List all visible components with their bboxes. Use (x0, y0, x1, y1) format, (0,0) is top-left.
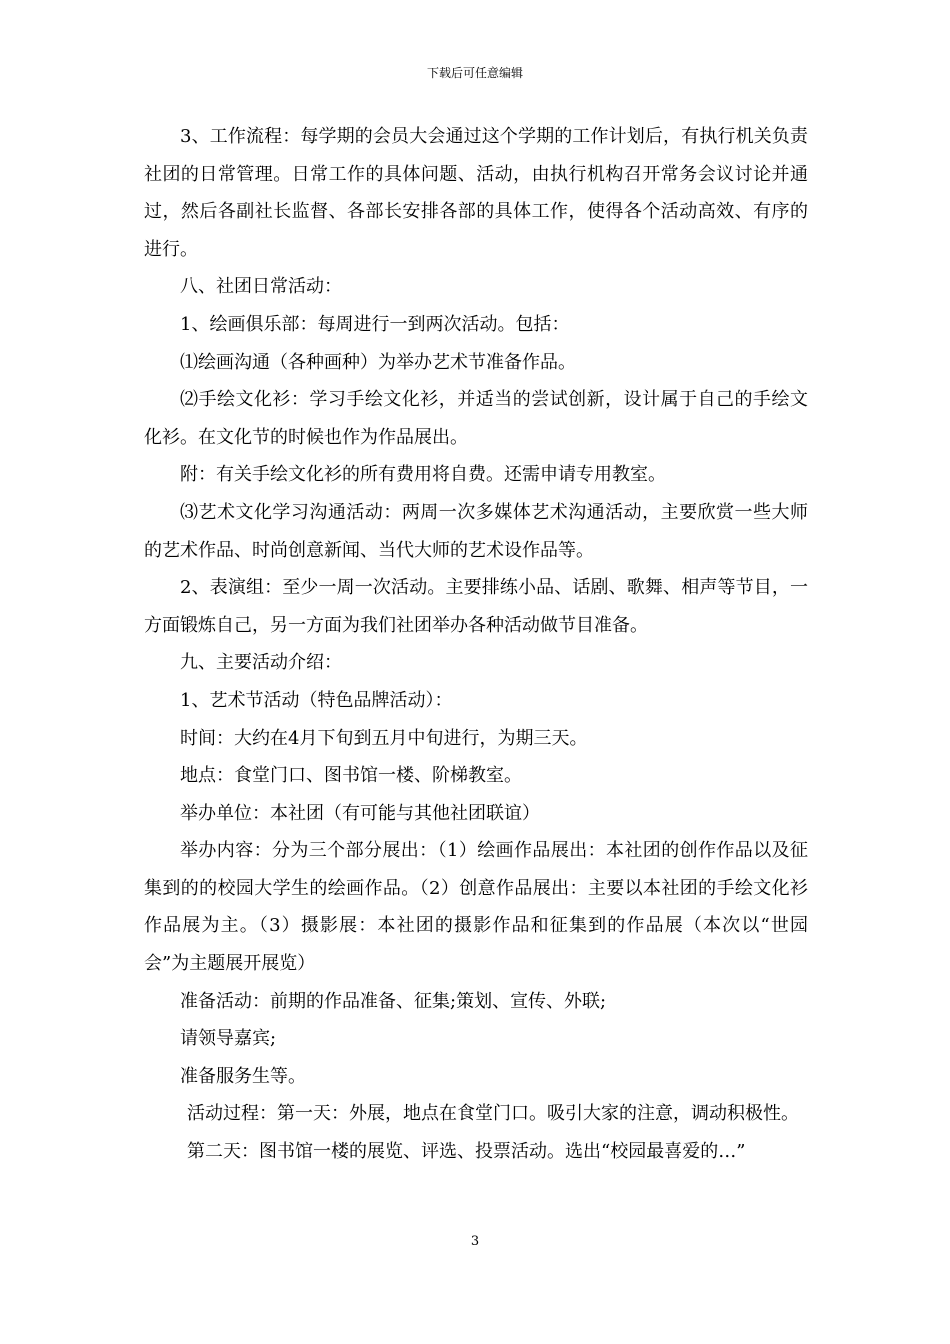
paragraph-painting-exchange: ⑴绘画沟通（各种画种）为举办艺术节准备作品。 (180, 351, 576, 373)
paragraph-note-fees: 附：有关手绘文化衫的所有费用将自费。还需申请专用教室。 (180, 464, 666, 486)
heading-main-activities: 九、主要活动介绍： (180, 652, 342, 674)
paragraph-art-learning: ⑶艺术文化学习沟通活动：两周一次多媒体艺术沟通活动，主要欣赏一些大师的艺术作品、时尚创意新闻、当代大师的艺术设作品等。 (144, 501, 808, 561)
paragraph-preparation: 准备活动：前期的作品准备、征集;策划、宣传、外联; (180, 990, 607, 1012)
paragraph-prepare-staff: 准备服务生等。 (180, 1065, 306, 1087)
paragraph-painting-club: 1、绘画俱乐部：每周进行一到两次活动。包括： (180, 313, 570, 335)
paragraph-hand-painted-shirts: ⑵手绘文化衫：学习手绘文化衫，并适当的尝试创新，设计属于自己的手绘文化衫。在文化节的时候也作为作品展出。 (144, 389, 808, 448)
paragraph-content: 举办内容：分为三个部分展出：（1）绘画作品展出：本社团的创作作品以及征集到的的校园大学生的绘画作品。（2）创意作品展出：主要以本社团的手绘文化衫作品展为主。（3）摄影展：本社团的摄影作品和征集到的作品展（本次以“世园会”为主题展开展览） (144, 840, 808, 975)
paragraph-time: 时间：大约在4月下旬到五月中旬进行，为期三天。 (180, 727, 588, 749)
document-body (144, 118, 808, 1171)
paragraph-invite-guests: 请领导嘉宾; (180, 1028, 277, 1050)
paragraph-process-day2: 第二天：图书馆一楼的展览、评选、投票活动。选出“校园最喜爱的…” (187, 1141, 746, 1163)
paragraph-location: 地点：食堂门口、图书馆一楼、阶梯教室。 (180, 765, 522, 787)
paragraph-performance-group: 2、表演组：至少一周一次活动。主要排练小品、话剧、歌舞、相声等节目，一方面锻炼自己，另一方面为我们社团举办各种活动做节目准备。 (144, 577, 808, 636)
paragraph-organizer: 举办单位：本社团（有可能与其他社团联谊） (180, 802, 540, 824)
paragraph-art-festival: 1、艺术节活动（特色品牌活动）： (180, 689, 453, 711)
paragraph-process-day1: 活动过程：第一天：外展，地点在食堂门口。吸引大家的注意，调动积极性。 (187, 1103, 799, 1125)
heading-daily-activities: 八、社团日常活动： (180, 276, 342, 298)
paragraph-workflow: 3、工作流程：每学期的会员大会通过这个学期的工作计划后，有执行机关负责社团的日常管理。日常工作的具体问题、活动，由执行机构召开常务会议讨论并通过，然后各副社长监督、各部长安排各部的具体工作，使得各个活动高效、有序的进行。 (144, 126, 808, 260)
page-header: 下载后可任意编辑 (426, 66, 523, 80)
page-number: 3 (470, 1234, 480, 1249)
